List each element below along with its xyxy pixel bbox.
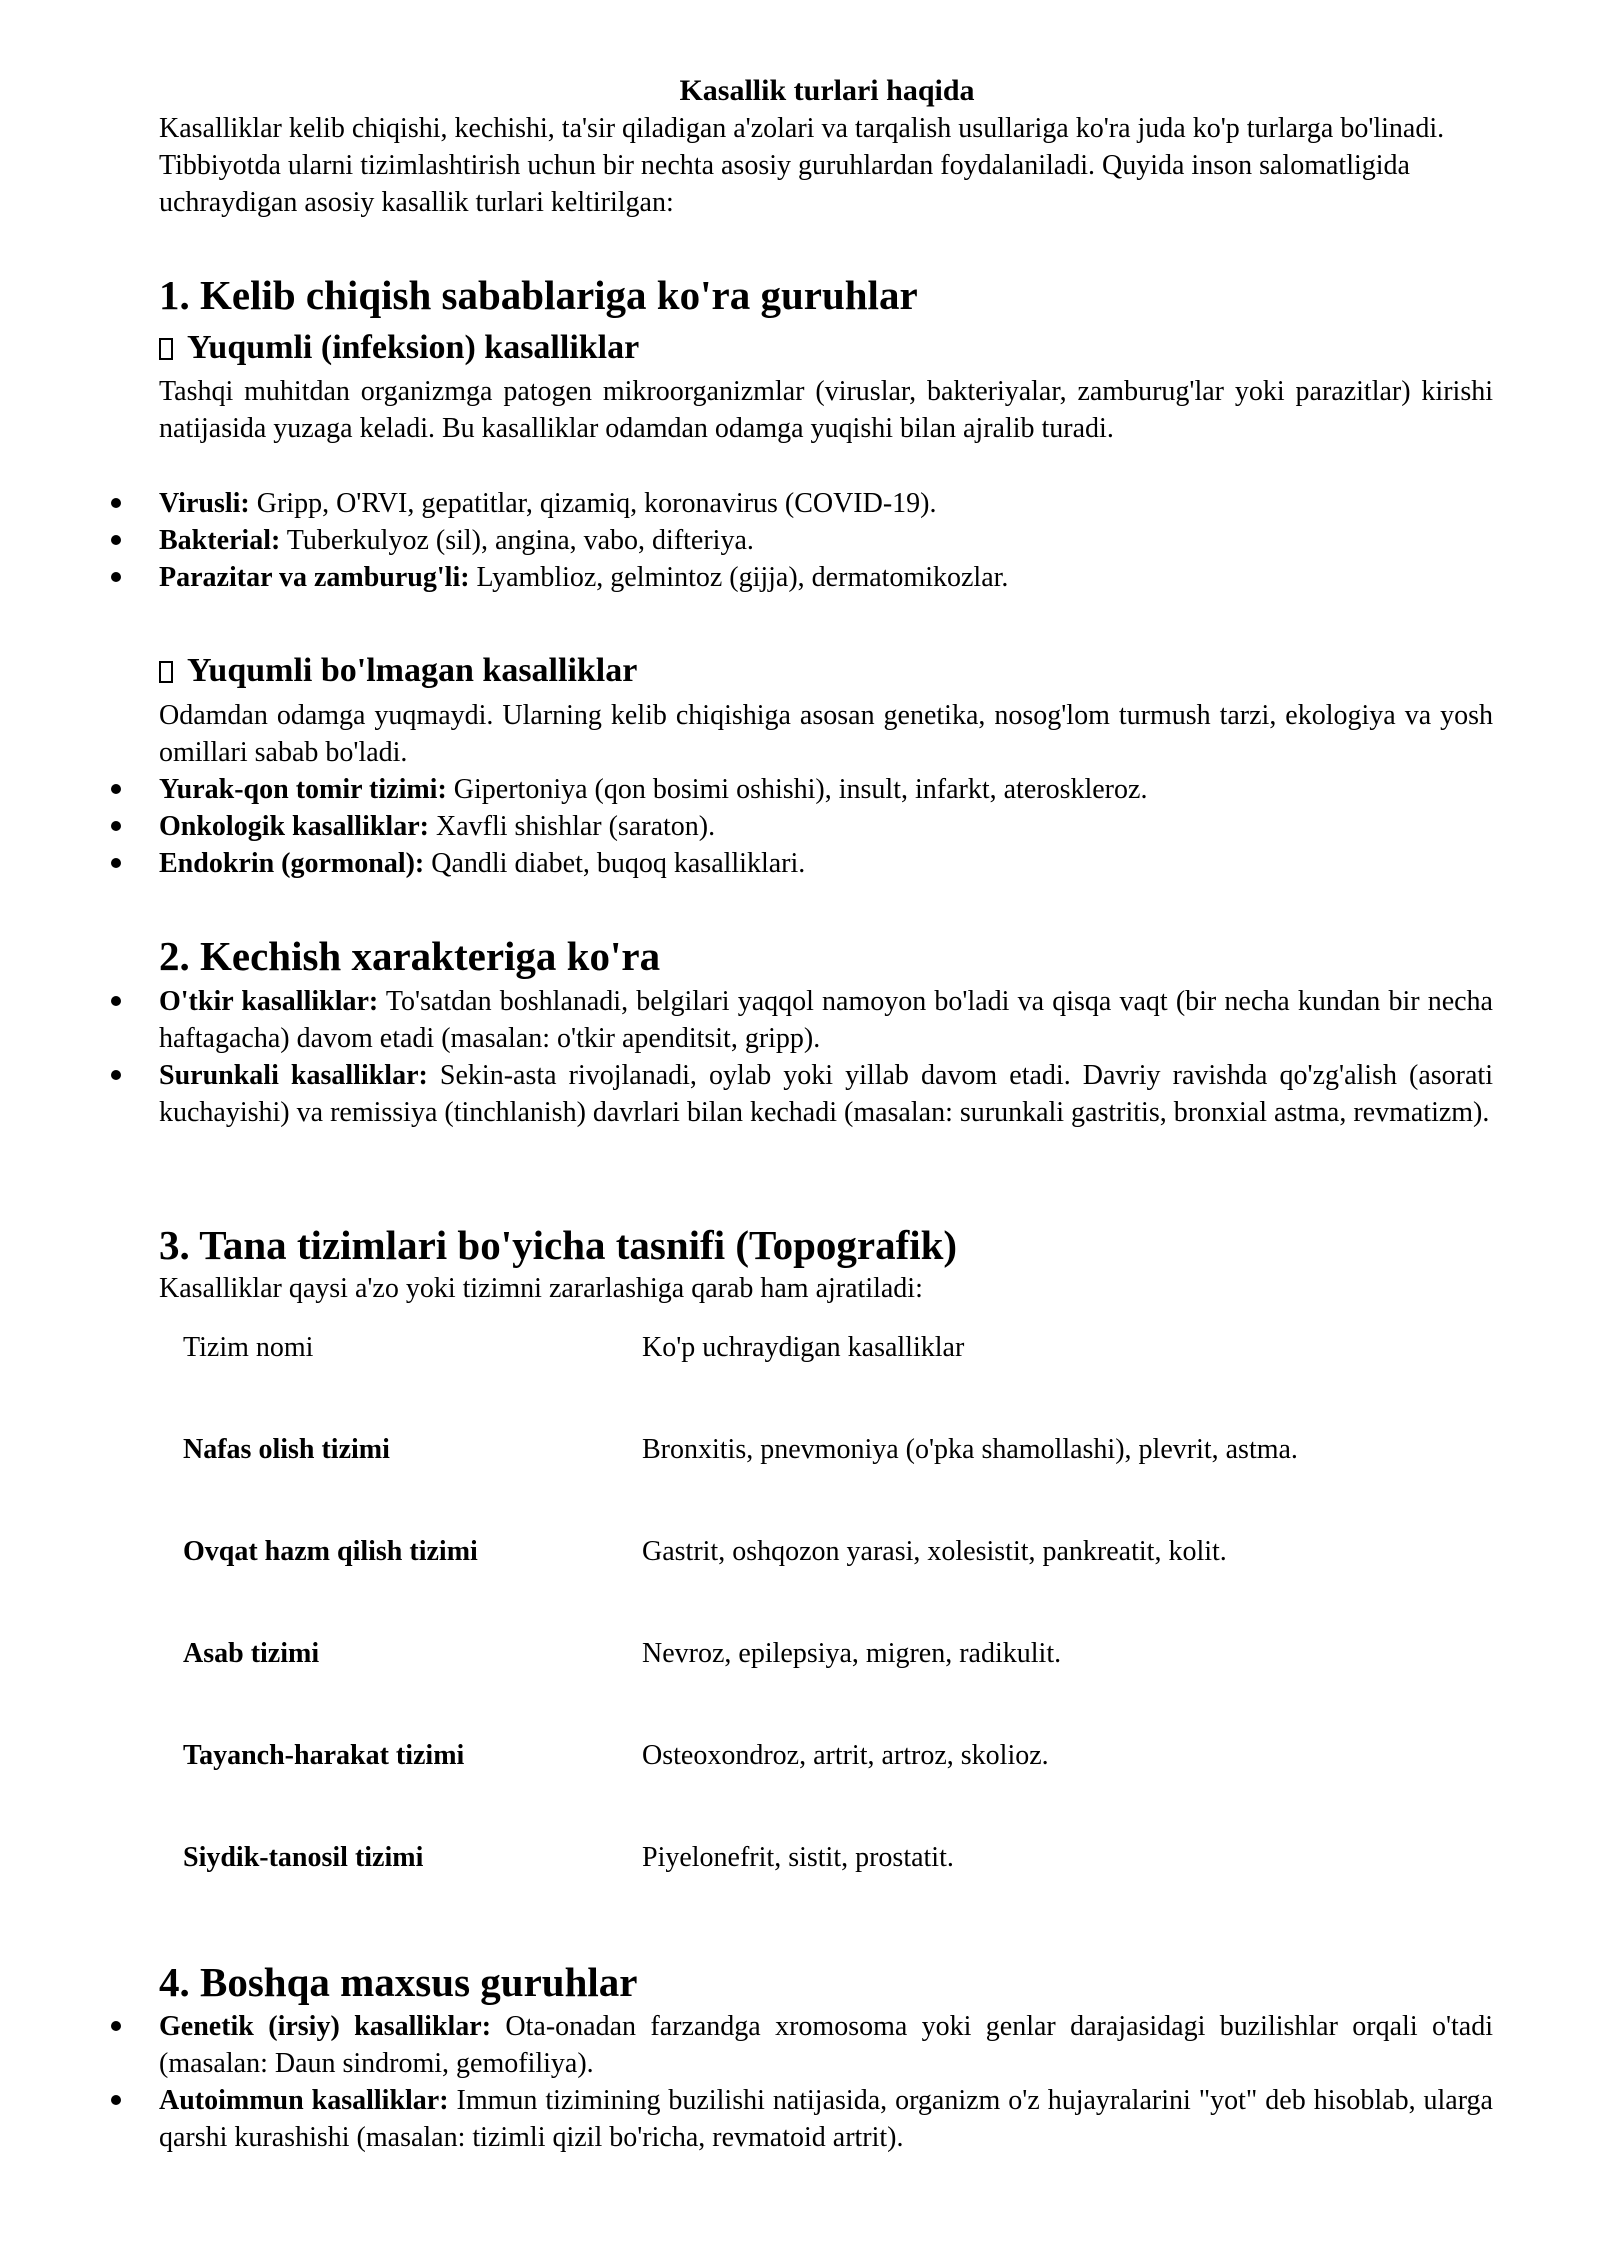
list-item: Autoimmun kasalliklar: Immun tizimining buzilishi natijasida, organizm o'z hujayralarini "yot" deb hisoblab, ularga qarshi kurashishi (masalan: tizimli qizil bo'richa, revmatoid artrit). [159, 2082, 1493, 2156]
section-3-intro: Kasalliklar qaysi a'zo yoki tizimni zararlashiga qarab ham ajratiladi: [159, 1273, 923, 1304]
infectious-paragraph: Tashqi muhitdan organizmga patogen mikroorganizmlar (viruslar, bakteriyalar, zamburug'lar yoki parazitlar) kirishi natijasida yuzaga keladi. Bu kasalliklar odamdan odamga yuqishi bilan ajralib turadi. [159, 376, 1493, 444]
bullet-icon [111, 535, 121, 545]
noninfectious-heading [159, 650, 1493, 692]
list-item: Virusli: Gripp, O'RVI, gepatitlar, qizamiq, koronavirus (COVID-19). [159, 485, 1493, 522]
list-item: Endokrin (gormonal): Qandli diabet, buqoq kasalliklari. [159, 845, 1493, 882]
noninfectious-heading-text: Yuqumli bo'lmagan kasalliklar [187, 652, 638, 689]
section-1-heading: 1. Kelib chiqish sabablariga ko'ra guruhlar [159, 272, 918, 318]
table-cell: Asab tizimi [183, 1638, 320, 1669]
infectious-heading [159, 327, 1493, 369]
bullet-icon [111, 2095, 121, 2105]
table-cell: Bronxitis, pnevmoniya (o'pka shamollashi), plevrit, astma. [642, 1434, 1298, 1465]
list-item: Surunkali kasalliklar: Sekin-asta rivojlanadi, oylab yoki yillab davom etadi. Davriy ravishda qo'zg'alish (asorati kuchayishi) va remissiya (tinchlanish) davrlari bilan kechadi (masalan: surunkali gastritis, bronxial astma, revmatizm). [159, 1057, 1493, 1131]
section-3-heading: 3. Tana tizimlari bo'yicha tasnifi (Topografik) [159, 1222, 958, 1268]
bullet-icon [111, 2021, 121, 2031]
table-cell: Siydik-tanosil tizimi [183, 1842, 424, 1873]
intro-paragraph: Kasalliklar kelib chiqishi, kechishi, ta'sir qiladigan a'zolari va tarqalish usullariga ko'ra juda ko'p turlarga bo'linadi. Tibbiyotda ularni tizimlashtirish uchun bir nechta asosiy guruhlardan foydalaniladi. Quyida inson salomatligida uchraydigan asosiy kasallik turlari keltirilgan: [159, 113, 1445, 218]
section-4-heading: 4. Boshqa maxsus guruhlar [159, 1959, 638, 2005]
bullet-icon [111, 498, 121, 508]
table-cell: Ovqat hazm qilish tizimi [183, 1536, 478, 1567]
bullet-icon [111, 858, 121, 868]
section-2-heading: 2. Kechish xarakteriga ko'ra [159, 933, 661, 979]
table-cell: Nevroz, epilepsiya, migren, radikulit. [642, 1638, 1062, 1669]
bullet-icon [111, 996, 121, 1006]
list-item: Yurak-qon tomir tizimi: Gipertoniya (qon bosimi oshishi), insult, infarkt, ateroskleroz. [159, 771, 1493, 808]
table-cell: Gastrit, oshqozon yarasi, xolesistit, pankreatit, kolit. [642, 1536, 1227, 1567]
noninfectious-paragraph: Odamdan odamga yuqmaydi. Ularning kelib chiqishiga asosan genetika, nosog'lom turmush tarzi, ekologiya va yosh omillari sabab bo'ladi. [159, 700, 1493, 768]
bullet-icon [111, 572, 121, 582]
table-cell: Tayanch-harakat tizimi [183, 1740, 465, 1771]
missing-glyph-icon [159, 338, 173, 360]
list-item: Genetik (irsiy) kasalliklar: Ota-onadan farzandga xromosoma yoki genlar darajasidagi buzilishlar orqali o'tadi (masalan: Daun sindromi, gemofiliya). [159, 2008, 1493, 2082]
missing-glyph-icon [159, 661, 173, 683]
list-item: O'tkir kasalliklar: To'satdan boshlanadi, belgilari yaqqol namoyon bo'ladi va qisqa vaqt (bir necha kundan bir necha haftagacha) davom etadi (masalan: o'tkir apenditsit, gripp). [159, 983, 1493, 1057]
list-item: Onkologik kasalliklar: Xavfli shishlar (saraton). [159, 808, 1493, 845]
bullet-icon [111, 784, 121, 794]
bullet-icon [111, 1070, 121, 1080]
table-header-cell: Ko'p uchraydigan kasalliklar [642, 1332, 965, 1363]
bullet-icon [111, 821, 121, 831]
table-cell: Piyelonefrit, sistit, prostatit. [642, 1842, 954, 1873]
table-cell: Nafas olish tizimi [183, 1434, 390, 1465]
document-title: Kasallik turlari haqida [679, 74, 975, 107]
table-header-cell: Tizim nomi [183, 1332, 314, 1363]
list-item: Bakterial: Tuberkulyoz (sil), angina, vabo, difteriya. [159, 522, 1493, 559]
table-cell: Osteoxondroz, artrit, artroz, skolioz. [642, 1740, 1049, 1771]
list-item: Parazitar va zamburug'li: Lyamblioz, gelmintoz (gijja), dermatomikozlar. [159, 559, 1493, 596]
infectious-heading-text: Yuqumli (infeksion) kasalliklar [187, 329, 640, 366]
